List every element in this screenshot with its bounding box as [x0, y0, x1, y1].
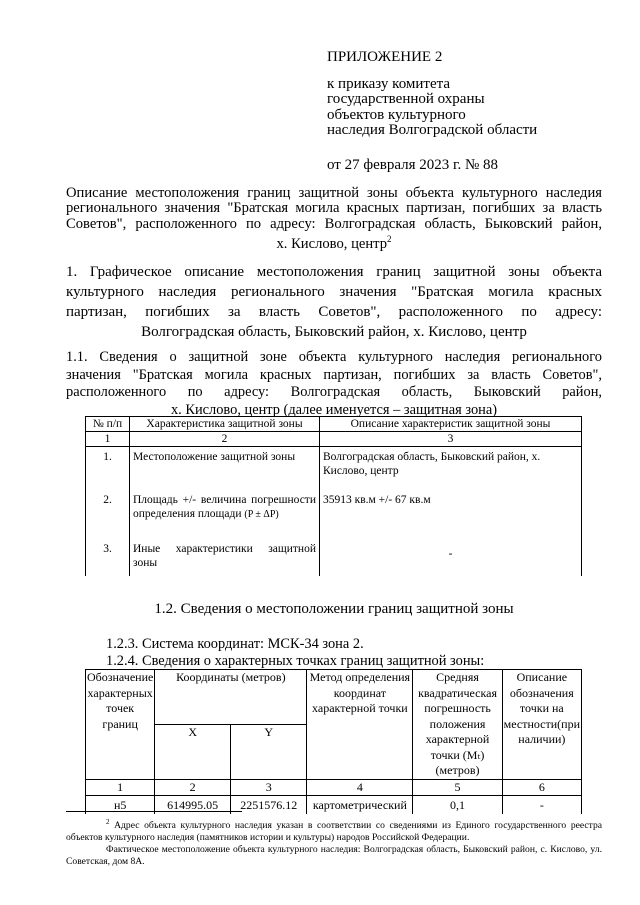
section-1 [66, 262, 602, 342]
title-line-3: Советов", расположенного по адресу: Волгоградская область, Быковский район, [66, 215, 602, 232]
table-numbering-row [86, 432, 582, 447]
table-header-cell: Координаты (метров) [155, 670, 307, 725]
table-header-cell: Метод определения координат характерной точки [307, 670, 413, 780]
section-1-line-3: партизан, погибших за власть Советов", расположенного по адресу: [66, 304, 602, 320]
document-title [66, 186, 602, 252]
table-header-cell: Средняя квадратическая погрешность положения характерной точки (Mₜ) (метров) [413, 670, 502, 780]
table-cell: 35913 кв.м +/- 67 кв.м [320, 488, 582, 539]
table-cell: 5 [413, 779, 502, 796]
section-1-1-line-1: 1.1. Сведения о защитной зоне объекта культурного наследия регионального [66, 349, 602, 365]
section-1-line-1: 1. Графическое описание местоположения границ защитной зоны объекта [66, 264, 602, 280]
appendix-line-2: государственной охраны [327, 91, 485, 107]
table-cell: н5 [86, 796, 155, 814]
table-cell: 3. [86, 539, 130, 576]
table-cell: 0,1 [413, 796, 502, 814]
section-1-2-title: 1.2. Сведения о местоположении границ защитной зоны [154, 601, 514, 617]
table-cell: 1. [86, 447, 130, 489]
section-1-line-2: культурного наследия регионального значения "Братская могила красных [66, 284, 602, 300]
table-row [86, 488, 582, 539]
footnote [66, 816, 602, 868]
area-formula: (P ± ΔP) [244, 509, 279, 520]
table-row [86, 539, 582, 576]
table-cell: 614995.05 [155, 796, 231, 814]
appendix-block [327, 50, 537, 173]
section-1-1-line-2: значения "Братская могила красных партизан, погибших за власть Советов", [66, 366, 602, 383]
table-cell: 2251576.12 [231, 796, 307, 814]
table-row [86, 447, 582, 489]
zone-characteristics-table [85, 416, 582, 576]
table-header-cell: Описание характеристик защитной зоны [320, 417, 582, 432]
table-cell: Волгоградская область, Быковский район, х. Кислово, центр [320, 447, 582, 489]
area-label: Площадь +/- величина погрешности определения площади [133, 494, 316, 520]
table-header-cell: X [155, 724, 231, 779]
section-1-1-line-4: х. Кислово, центр (далее именуется – защитная зона) [170, 401, 498, 418]
title-line-2: регионального значения "Братская могила красных партизан, погибших за власть [66, 200, 602, 217]
table-cell: - [502, 796, 581, 814]
table-cell [130, 488, 320, 539]
section-1-2-4: 1.2.4. Сведения о характерных точках границ защитной зоны: [106, 653, 485, 669]
footnote-separator [66, 811, 242, 812]
title-line-4-text: х. Кислово, центр [276, 236, 388, 253]
footnote-text-2: Фактическое местоположение объекта культурного наследия: Волгоградская область, Быковский район, с. Кислово, ул. Советская, дом 8А. [66, 844, 602, 868]
table-cell: 3 [320, 432, 582, 447]
section-1-1 [66, 349, 602, 419]
title-line-4 [66, 232, 602, 252]
table-cell: 1 [86, 779, 155, 796]
appendix-heading: ПРИЛОЖЕНИЕ 2 [327, 49, 443, 65]
section-1-line-4: Волгоградская область, Быковский район, х. Кислово, центр [141, 324, 527, 340]
table-header-cell: Описание обозначения точки на местности(при наличии) [502, 670, 581, 780]
title-line-1: Описание местоположения границ защитной зоны объекта культурного наследия [66, 185, 602, 201]
table-header-cell: Обозначение характерных точек границ [86, 670, 155, 780]
table-header-cell: Y [231, 724, 307, 779]
appendix-line-4: наследия Волгоградской области [327, 122, 538, 138]
footnote-text-1-body: Адрес объекта культурного наследия указан в соответствии со сведениями из Единого государственного реестра объектов культурного наследия (памятников истории и культуры) народов Российской Федерации. [66, 820, 602, 844]
table-cell: 2. [86, 488, 130, 539]
table-header-cell: № п/п [86, 417, 130, 432]
table-header-row [86, 417, 582, 432]
table-cell: 4 [307, 779, 413, 796]
table-numbering-row [86, 779, 582, 796]
table-cell: Местоположение защитной зоны [130, 447, 320, 489]
table-cell: картометрический [307, 796, 413, 814]
table-cell: Иные характеристики защитной зоны [130, 539, 320, 576]
table-header-cell: Характеристика защитной зоны [130, 417, 320, 432]
appendix-date: от 27 февраля 2023 г. № 88 [327, 156, 499, 173]
boundary-points-table [85, 669, 582, 814]
section-1-1-line-3: расположенного по адресу: Волгоградская область, Быковский район, [66, 384, 602, 401]
footnote-text-1 [66, 816, 602, 844]
table-header-row [86, 670, 582, 725]
appendix-line-3: объектов культурного [327, 106, 466, 123]
appendix-line-1: к приказу комитета [327, 75, 451, 92]
table-cell: 6 [502, 779, 581, 796]
footnote-mark: 2 [106, 818, 110, 826]
table-cell: - [320, 539, 582, 576]
section-1-2-3: 1.2.3. Система координат: МСК-34 зона 2. [106, 636, 364, 652]
table-cell: 3 [231, 779, 307, 796]
table-cell: 2 [155, 779, 231, 796]
table-cell: 1 [86, 432, 130, 447]
table-cell: 2 [130, 432, 320, 447]
footnote-ref: 2 [387, 234, 392, 245]
